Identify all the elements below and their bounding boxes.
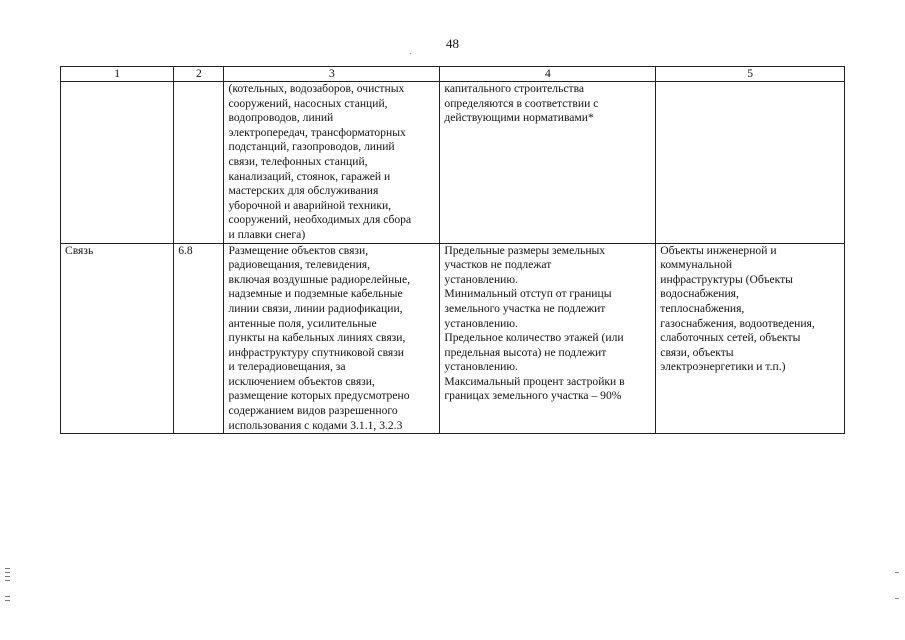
margin-mark xyxy=(5,596,10,597)
table-header-row xyxy=(61,67,845,82)
table-cell-parameters: Предельные размеры земельных участков не подлежат установлению. Минимальный отступ от границы земельного участка не подлежит установлению. Предельное количество этажей (или предельная высота) не подлежит установлению. Максимальный процент застройки в границах земельного участка – 90% xyxy=(440,243,656,434)
page-number: 48 xyxy=(446,36,459,51)
table-header-cell: 1 xyxy=(61,67,174,82)
table-header-cell: 4 xyxy=(440,67,656,82)
margin-mark xyxy=(5,580,10,581)
table-header-cell: 2 xyxy=(174,67,224,82)
scan-speck xyxy=(410,53,411,54)
table-cell-use-type xyxy=(61,82,174,244)
table-row xyxy=(61,82,845,244)
margin-mark xyxy=(895,598,899,599)
margin-mark xyxy=(5,576,10,577)
table-cell-parameters: капитального строительства определяются в соответствии с действующими нормативами* xyxy=(440,82,656,244)
table-cell-use-type: Связь xyxy=(61,243,174,434)
margin-mark xyxy=(895,572,899,573)
table-cell-description: (котельных, водозаборов, очистных сооружений, насосных станций, водопроводов, линий электропередач, трансформаторных подстанций, газопроводов, линий связи, телефонных станций, канализаций, стоянок, гаражей и мастерских для обслуживания уборочной и аварийной техники, сооружений, необходимых для сбора и плавки снега) xyxy=(224,82,440,244)
table-header-cell: 3 xyxy=(224,67,440,82)
table-header-cell: 5 xyxy=(656,67,845,82)
table-cell-auxiliary-uses xyxy=(656,82,845,244)
table-cell-code xyxy=(174,82,224,244)
table-row xyxy=(61,243,845,434)
margin-mark xyxy=(5,572,10,573)
table-cell-code: 6.8 xyxy=(174,243,224,434)
table-cell-auxiliary-uses: Объекты инженерной и коммунальной инфраструктуры (Объекты водоснабжения, теплоснабжения, газоснабжения, водоотведения, слаботочных сетей, объекты связи, объекты электроэнергетики и т.п.) xyxy=(656,243,845,434)
margin-mark xyxy=(5,600,10,601)
table-cell-description: Размещение объектов связи, радиовещания, телевидения, включая воздушные радиорелейные, надземные и подземные кабельные линии связи, линии радиофикации, антенные поля, усилительные пункты на кабельных линиях связи, инфраструктуру спутниковой связи и телерадиовещания, за исключением объектов связи, размещение которых предусмотрено содержанием видов разрешенного использования с кодами 3.1.1, 3.2.3 xyxy=(224,243,440,434)
zoning-table xyxy=(60,66,845,434)
margin-mark xyxy=(5,568,10,569)
